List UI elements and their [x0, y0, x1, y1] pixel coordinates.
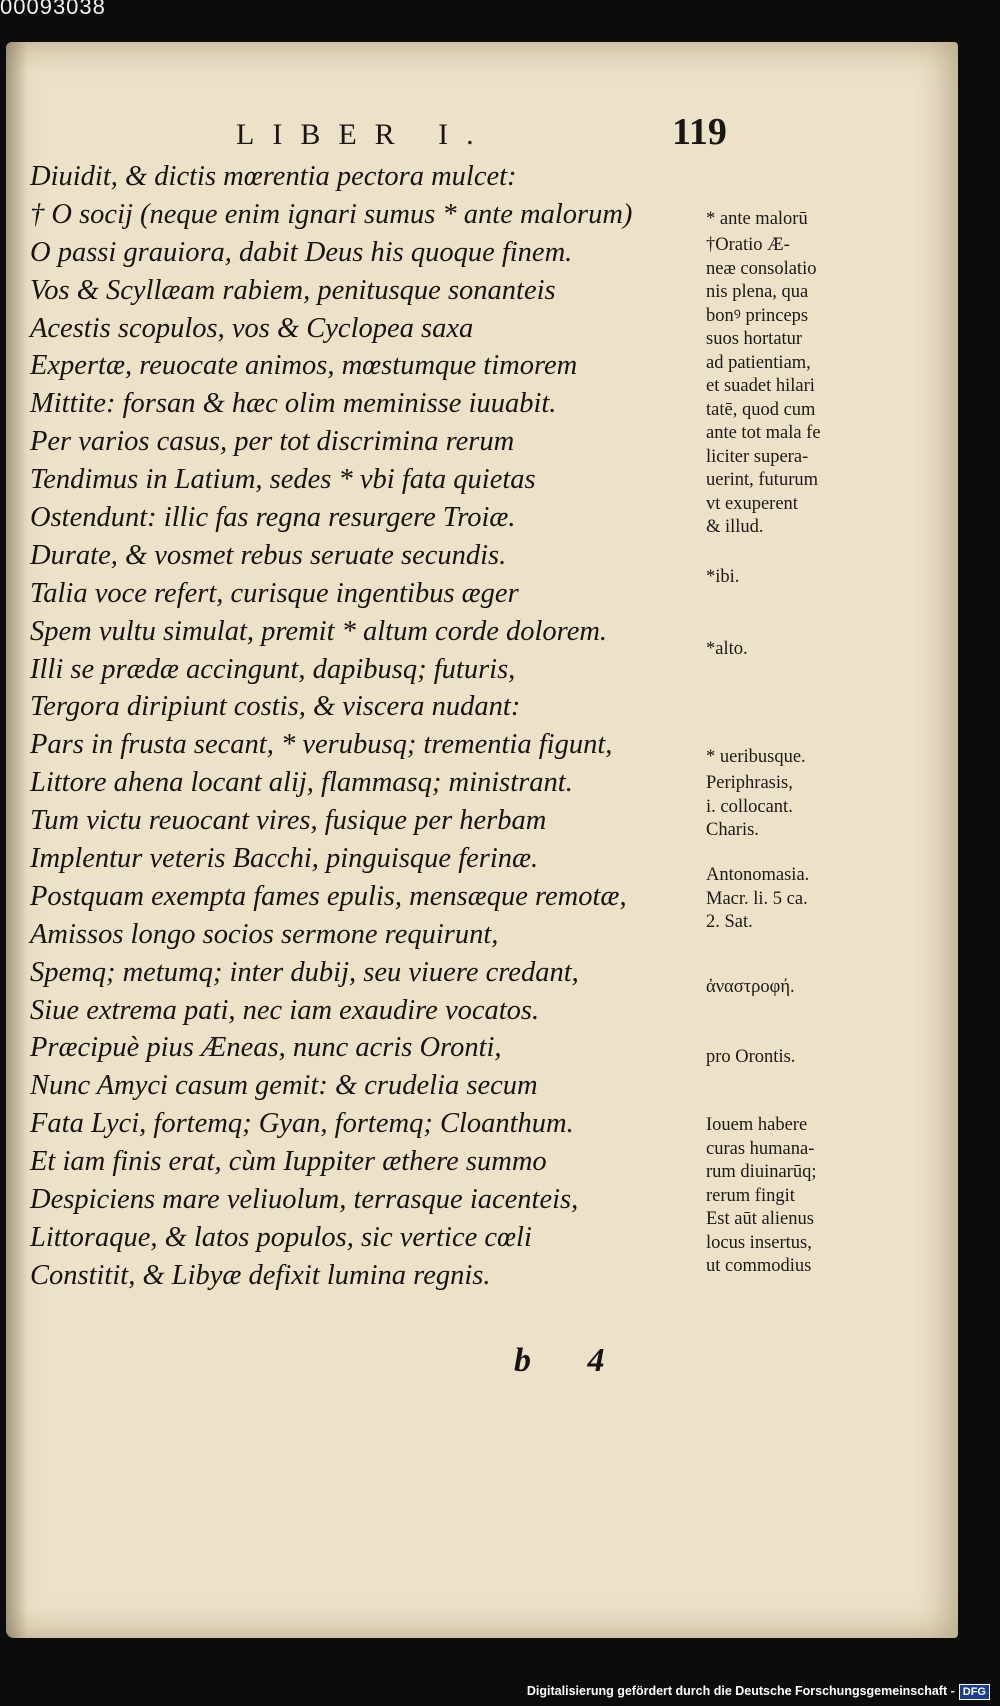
gloss-line: suos hortatur — [706, 329, 803, 349]
verse-line-24: Præcipuè pius Æneas, nunc acris Oronti, — [30, 1032, 502, 1064]
verse-line-6: Expertæ, reuocate animos, mœstumque timorem — [30, 350, 578, 382]
verse-block — [30, 158, 710, 1295]
verse-line-1: Diuidit, & dictis mœrentia pectora mulcet: — [30, 161, 517, 192]
gloss-line: rerum fingit — [706, 1185, 795, 1206]
verse-line-11: Durate, & vosmet rebus seruate secundis. — [30, 539, 507, 571]
marginal-gloss-1 — [706, 208, 896, 232]
verse-line-19: Implentur veteris Bacchi, pinguisque ferinæ. — [30, 843, 539, 875]
verse-line-8: Per varios casus, per tot discrimina rerum — [30, 426, 515, 458]
marginal-gloss-3 — [706, 566, 896, 590]
marginal-gloss-2 — [706, 234, 896, 540]
gloss-line: neæ consolatio — [706, 258, 817, 279]
gloss-line: Charis. — [706, 820, 759, 840]
verse-line-9: Tendimus in Latium, sedes * vbi fata quietas — [30, 464, 536, 496]
marginal-gloss-5 — [706, 746, 896, 770]
gloss-line: ad patientiam, — [706, 352, 811, 373]
verse-line-2: † O socij (neque enim ignari sumus * ante malorum) — [30, 198, 633, 230]
verse-line-27: Et iam finis erat, cùm Iuppiter æthere summo — [30, 1146, 547, 1178]
gloss-line: †Oratio Æ- — [706, 235, 790, 255]
verse-line-7: Mittite: forsan & hæc olim meminisse iuuabit. — [30, 388, 557, 420]
gloss-line: tatē, quod cum — [706, 399, 816, 420]
verse-line-26: Fata Lyci, fortemq; Gyan, fortemq; Cloanthum. — [30, 1108, 574, 1140]
verse-line-21: Amissos longo socios sermone requirunt, — [30, 918, 499, 950]
gloss-line: Macr. li. 5 ca. — [706, 888, 808, 909]
gloss-line: *ibi. — [706, 567, 740, 587]
marginal-gloss-9 — [706, 1046, 896, 1070]
scan-id: 00093038 — [0, 0, 106, 19]
verse-line-20: Postquam exempta fames epulis, mensæque remotæ, — [30, 880, 627, 912]
marginal-gloss-10 — [706, 1114, 896, 1279]
verse-line-3: O passi grauiora, dabit Deus his quoque finem. — [30, 236, 573, 268]
gloss-line: uerint, futurum — [706, 470, 819, 490]
dfg-logo: DFG — [959, 1684, 990, 1700]
verse-line-15: Tergora diripiunt costis, & viscera nudant: — [30, 691, 521, 723]
marginal-gloss-4 — [706, 638, 896, 662]
gloss-line: & illud. — [706, 517, 764, 537]
gloss-line: Periphrasis, — [706, 773, 793, 793]
verse-line-14: Illi se prædæ accingunt, dapibusq; futuris, — [30, 653, 516, 685]
verse-line-25: Nunc Amyci casum gemit: & crudelia secum — [30, 1070, 538, 1102]
gloss-line: ἀναστροφή. — [706, 977, 795, 997]
gloss-line: locus insertus, — [706, 1232, 812, 1253]
verse-line-28: Despiciens mare veliuolum, terrasque iacenteis, — [30, 1184, 579, 1216]
gloss-line: * ueribusque. — [706, 747, 806, 767]
gloss-line: nis plena, qua — [706, 282, 809, 302]
verse-line-5: Acestis scopulos, vos & Cyclopea saxa — [30, 312, 474, 344]
verse-line-13: Spem vultu simulat, premit * altum corde dolorem. — [30, 615, 608, 647]
verse-line-22: Spemq; metumq; inter dubij, seu viuere credant, — [30, 956, 579, 988]
verse-line-17: Littore ahena locant alij, flammasq; ministrant. — [30, 767, 573, 799]
marginal-gloss-6 — [706, 772, 896, 843]
gloss-line: * ante malorū — [706, 209, 808, 229]
gloss-line: Iouem habere — [706, 1115, 808, 1135]
gloss-line: Est aūt alienus — [706, 1209, 814, 1229]
verse-line-4: Vos & Scyllæam rabiem, penitusque sonanteis — [30, 274, 556, 306]
page-number: 119 — [672, 111, 727, 153]
verse-line-29: Littoraque, & latos populos, sic vertice cœli — [30, 1221, 532, 1253]
verse-line-23: Siue extrema pati, nec iam exaudire vocatos. — [30, 994, 540, 1026]
book-page — [6, 42, 958, 1638]
marginal-gloss-7 — [706, 864, 896, 935]
verse-line-18: Tum victu reuocant vires, fusique per herbam — [30, 805, 547, 837]
gloss-line: Antonomasia. — [706, 865, 810, 885]
running-head: LIBER I. — [236, 118, 492, 151]
gloss-line: vt exuperent — [706, 493, 798, 514]
gloss-line: ut commodius — [706, 1256, 812, 1276]
gloss-line: curas humana- — [706, 1138, 815, 1159]
verse-line-10: Ostendunt: illic fas regna resurgere Troiæ. — [30, 502, 516, 534]
gloss-line: rum diuinarūq; — [706, 1162, 817, 1182]
gloss-line: ante tot mala fe — [706, 423, 821, 443]
gloss-line: bonꝰ princeps — [706, 305, 809, 326]
signature-mark: b 4 — [514, 1342, 629, 1379]
gloss-line: liciter supera- — [706, 446, 809, 467]
gloss-line: i. collocant. — [706, 796, 793, 817]
credit-text: Digitalisierung gefördert durch die Deutsche Forschungsgemeinschaft - — [526, 1684, 955, 1698]
gloss-line: 2. Sat. — [706, 912, 753, 932]
gloss-line: et suadet hilari — [706, 376, 815, 396]
verse-line-12: Talia voce refert, curisque ingentibus æger — [30, 577, 519, 609]
gloss-line: *alto. — [706, 639, 748, 659]
verse-line-16: Pars in frusta secant, * verubusq; trementia figunt, — [30, 729, 613, 761]
digitization-credit — [527, 1684, 990, 1700]
marginal-gloss-8 — [706, 976, 896, 1000]
verse-line-30: Constitit, & Libyæ defixit lumina regnis. — [30, 1259, 491, 1291]
gloss-line: pro Orontis. — [706, 1047, 796, 1067]
